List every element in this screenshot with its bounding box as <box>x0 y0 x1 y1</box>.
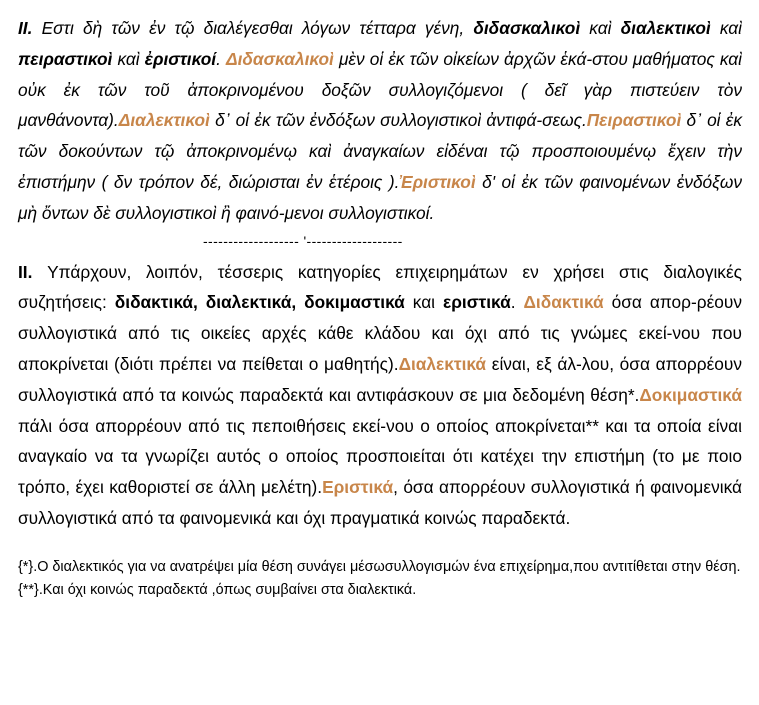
ancient-greek-paragraph: II. Εστι δὴ τῶν ἐν τῷ διαλέγεσθαι λόγων τέτταρα γένη, διδασκαλικοὶ καὶ διαλεκτικοὶ καὶ πειραστικοὶ καὶ ἐριστικοί. Διδασκαλικοὶ μὲν οἱ ἐκ τῶν οἰκείων ἀρχῶν ἑκά-στου μαθήματος καὶ οὐκ ἐκ τῶν τοῦ ἀποκρινομένου δοξῶν συλλογιζόμενοι ( δεῖ γὰρ πιστεύειν τὸν μανθάνοντα).Διαλεκτικοὶ δ᾽ οἱ ἐκ τῶν ἐνδόξων συλλογιστικοὶ ἀντιφά-σεως.Πειραστικοὶ δ᾽ οἱ ἐκ τῶν δοκούντων τῷ ἀποκρινομένῳ καὶ ἀναγκαίων εἰδέναι τῷ προσποιουμένῳ ἔχειν τὴν ἐπιστήμην ( δν τρόπον δέ, διώρισται ἐν ἑτέροις ).Ἐριστικοὶ δ' οἱ ἐκ τῶν φαινομένων ἐνδόξων μὴ ὄντων δὲ συλλογιστικοὶ ἢ φαινό-μενοι συλλογιστικοί. <box>18 18 743 223</box>
modern-greek-paragraph: II. Υπάρχουν, λοιπόν, τέσσερις κατηγορίες επιχειρημάτων εν χρήσει στις διαλογικές συζητήσεις: διδακτικά, διαλεκτικά, δοκιμαστικά και εριστικά. Διδακτικά όσα απορ-ρέουν συλλογιστικά από τις οικείες αρχές κάθε κλάδου και όχι από τις γνώμες εκεί-νου που αποκρίνεται (διότι πρέπει να πείθεται ο μαθητής).Διαλεκτικά είναι, εξ άλ-λου, όσα απορρέουν συλλογιστικά από τα κοινώς παραδεκτά και αντιφάσκουν σε μια δεδομένη θέση*.Δοκιμαστικά πάλι όσα απορρέουν από τις πεποιθήσεις εκεί-νου ο οποίος αποκρίνεται** και τα οποία είναι αναγκαίο να τα γνωρίζει αυτός ο οποίος προσποιείται ότι κατέχει την επιστήμη (το με ποιο τρόπο, έχει καθοριστεί σε άλλη μελέτη).Εριστικά, όσα απορρέουν συλλογιστικά ή φαινομενικά συλλογιστικά από τα φαινομενικά και όχι πραγματικά κοινώς παραδεκτά. <box>18 261 742 528</box>
highlighted-term: Πειραστικοὶ <box>586 110 682 131</box>
highlighted-term: Διδασκαλικοὶ <box>225 48 334 69</box>
section-divider: ------------------- '------------------- <box>203 232 403 249</box>
highlighted-term: Ἐριστικοὶ <box>399 171 476 192</box>
keyword: εριστικά <box>443 292 511 313</box>
keyword: πειραστικοὶ <box>18 48 113 69</box>
footnotes <box>18 556 742 602</box>
keyword: διδασκαλικοὶ <box>473 18 581 38</box>
highlighted-term: Διαλεκτικά <box>398 353 487 374</box>
footnote: {*}.Ο διαλεκτικός για να ανατρέψει μία θέση συνάγει μέσωσυλλογισμών ένα επιχείρημα,που αντιτίθεται στην θέση. <box>18 558 741 575</box>
keyword: διδακτικά, διαλεκτικά, δοκιμαστικά <box>114 292 405 313</box>
keyword: ἐριστικοί <box>144 48 217 69</box>
keyword: διαλεκτικοὶ <box>620 18 711 38</box>
document-page <box>18 13 742 602</box>
highlighted-term: Διδακτικά <box>523 292 604 313</box>
footnote: {**}.Και όχι κοινώς παραδεκτά ,όπως συμβαίνει στα διαλεκτικά. <box>18 581 417 598</box>
section-numeral: II. <box>18 261 33 282</box>
section-numeral: II. <box>18 18 33 38</box>
highlighted-term: Εριστικά <box>322 477 394 498</box>
highlighted-term: Δοκιμαστικά <box>639 384 742 405</box>
highlighted-term: Διαλεκτικοὶ <box>118 110 210 131</box>
